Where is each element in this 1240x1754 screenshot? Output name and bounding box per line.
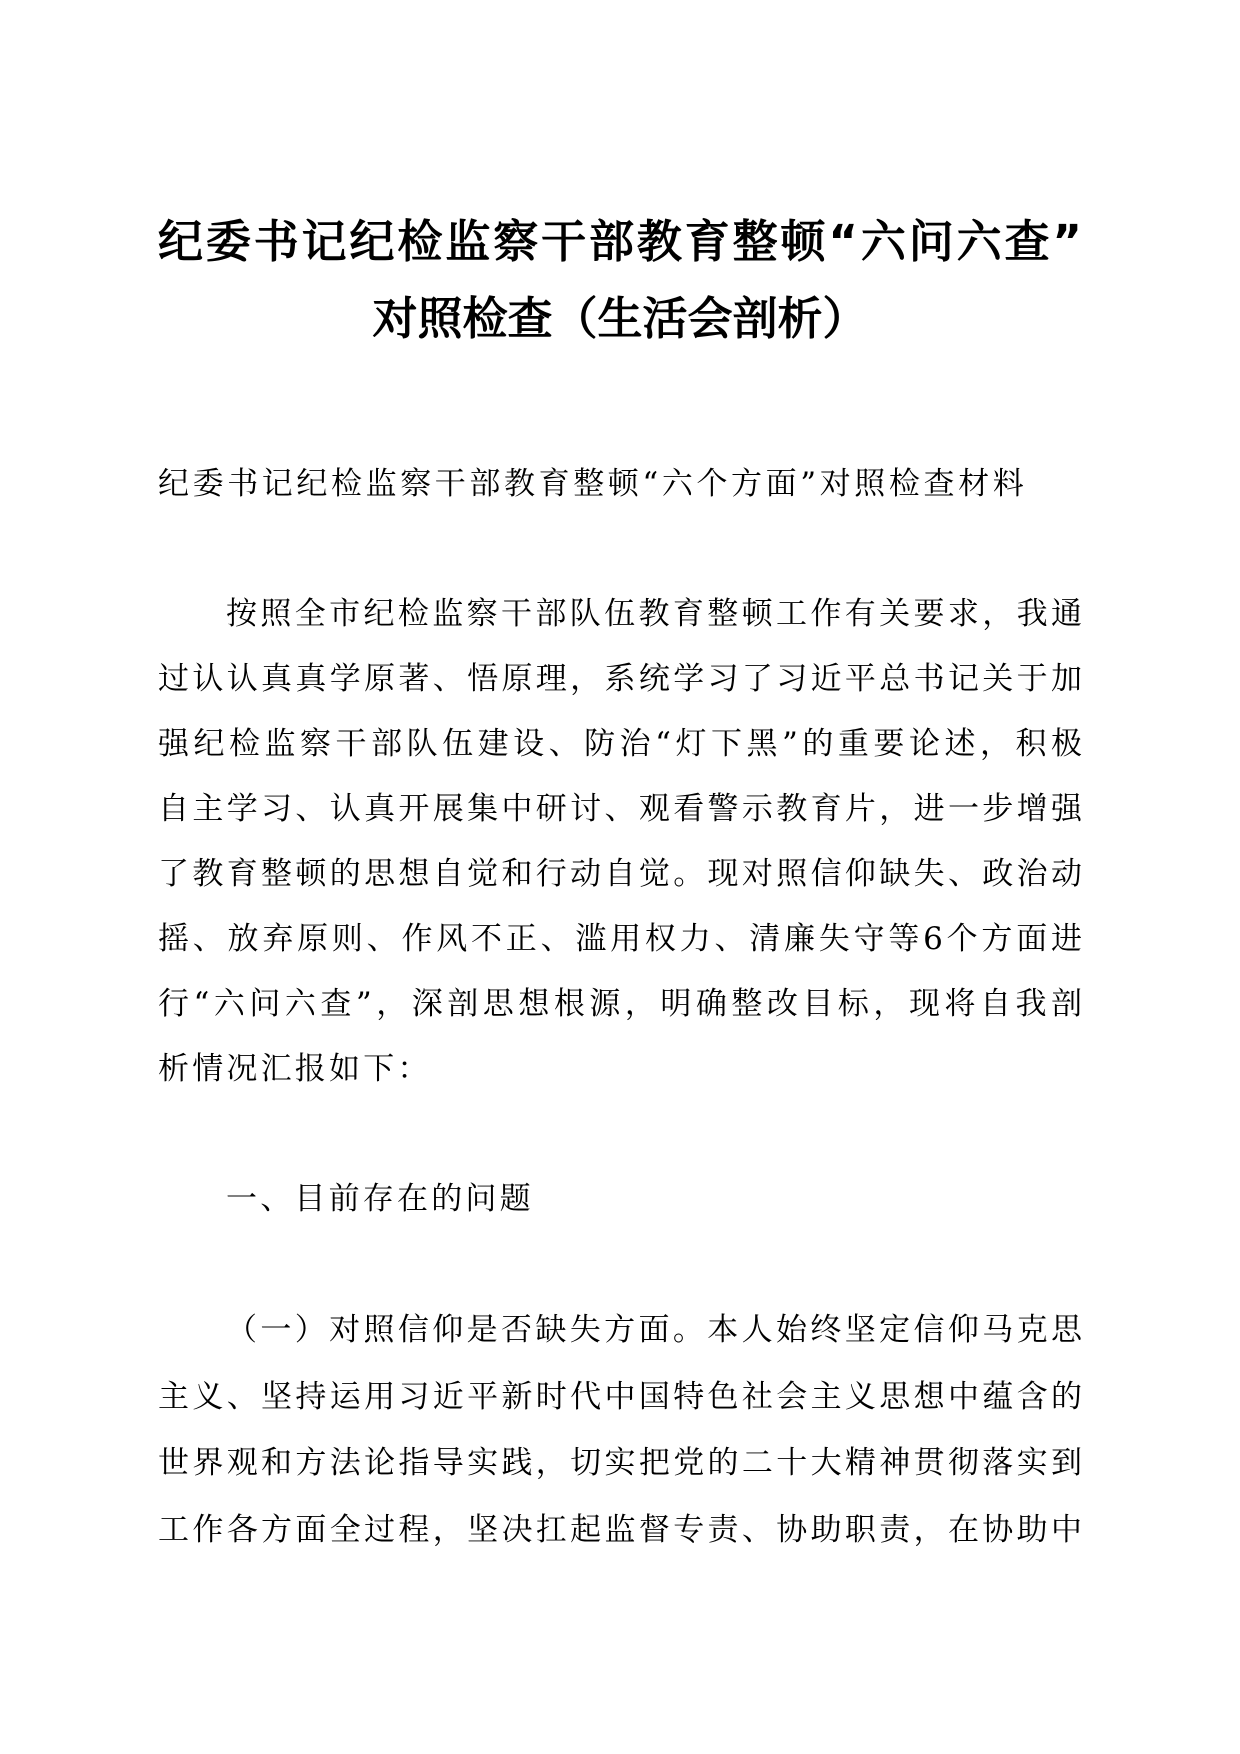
paragraph-line: 析情况汇报如下： <box>158 1051 432 1087</box>
paragraph-line: 了教育整顿的思想自觉和行动自觉。现对照信仰缺失、政治动 <box>158 856 1082 892</box>
paragraph-line: 摇、放弃原则、作风不正、滥用权力、清廉失守等6个方面进 <box>158 921 1082 957</box>
paragraph-line: 行“六问六查”，深剖思想根源，明确整改目标，现将自我剖 <box>158 986 1082 1022</box>
section-1-paragraph <box>158 1297 1082 1563</box>
paragraph-line: 强纪检监察干部队伍建设、防治“灯下黑”的重要论述，积极 <box>158 726 1082 762</box>
document-title-line-1: 纪委书记纪检监察干部教育整顿“六问六查” <box>158 215 1082 268</box>
paragraph-line: 按照全市纪检监察干部队伍教育整顿工作有关要求，我通 <box>226 596 1082 632</box>
paragraph-line: 过认认真真学原著、悟原理，系统学习了习近平总书记关于加 <box>158 661 1082 697</box>
paragraph-line: 主义、坚持运用习近平新时代中国特色社会主义思想中蕴含的 <box>158 1378 1082 1415</box>
intro-paragraph <box>158 582 1082 1102</box>
paragraph-line: 自主学习、认真开展集中研讨、观看警示教育片，进一步增强 <box>158 791 1082 827</box>
paragraph-line: 工作各方面全过程，坚决扛起监督专责、协助职责，在协助中 <box>158 1511 1082 1548</box>
paragraph-line: 世界观和方法论指导实践，切实把党的二十大精神贯彻落实到 <box>158 1445 1082 1481</box>
section-heading: 一、目前存在的问题 <box>226 1181 534 1217</box>
paragraph-line: （一）对照信仰是否缺失方面。本人始终坚定信仰马克思 <box>226 1312 1082 1348</box>
document-title-line-2: 对照检查（生活会剖析） <box>372 292 868 345</box>
document-subtitle: 纪委书记纪检监察干部教育整顿“六个方面”对照检查材料 <box>158 466 1028 502</box>
